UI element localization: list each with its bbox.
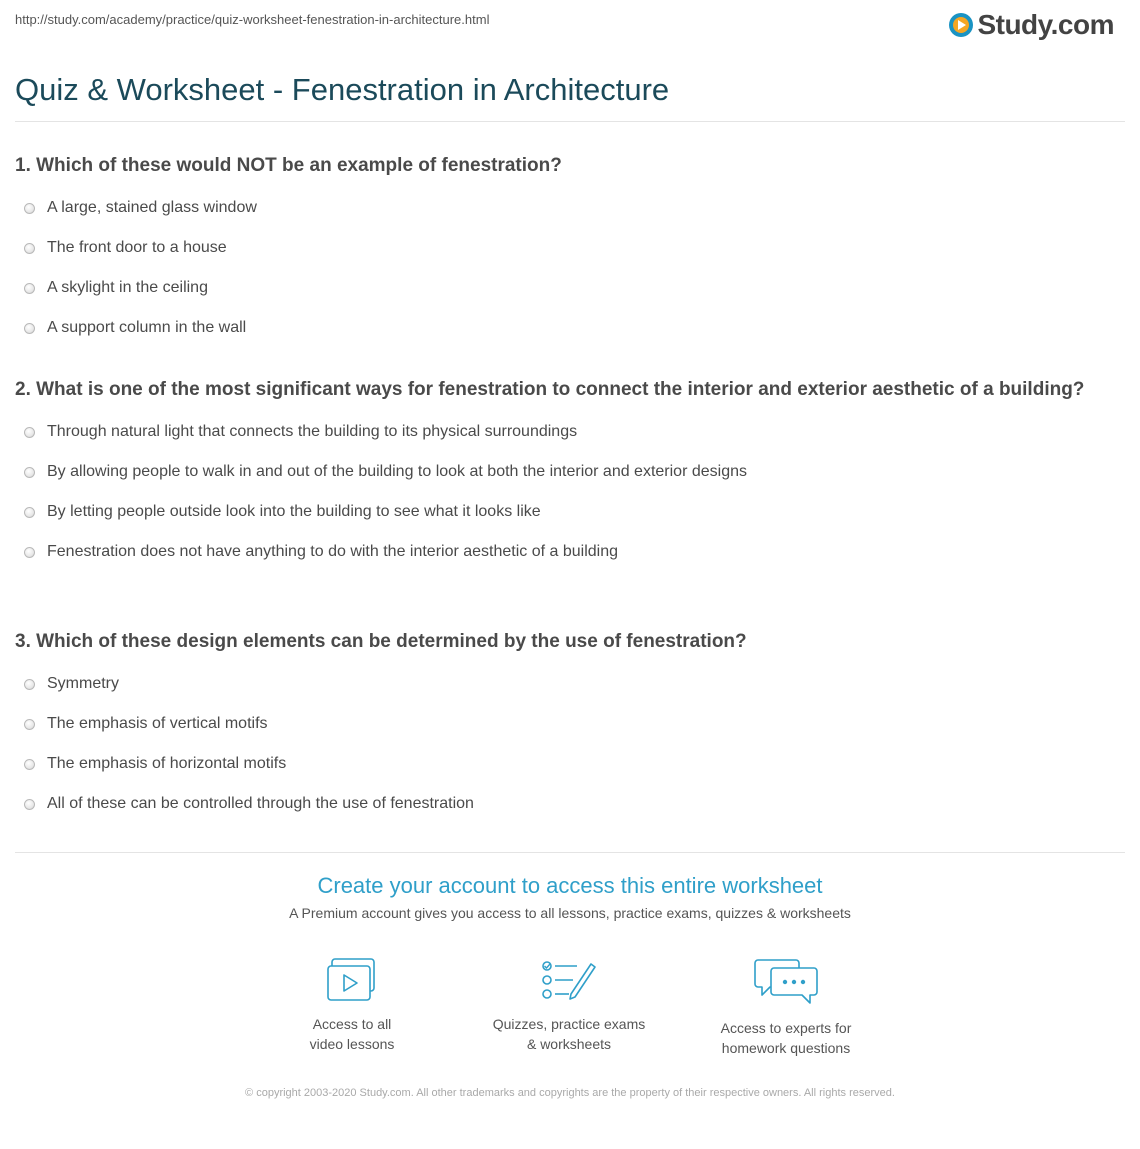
answer-label: The front door to a house bbox=[47, 239, 227, 256]
chat-bubbles-icon bbox=[754, 958, 818, 1006]
logo-text: Study.com bbox=[977, 9, 1114, 40]
radio-button-icon[interactable] bbox=[24, 283, 35, 294]
answer-label: Fenestration does not have anything to do with the interior aesthetic of a building bbox=[47, 543, 619, 560]
answer-label: The emphasis of vertical motifs bbox=[47, 715, 268, 732]
answer-option[interactable] bbox=[15, 492, 1125, 532]
feature-label-line1: Access to all bbox=[312, 1016, 392, 1032]
radio-button-icon[interactable] bbox=[24, 679, 35, 690]
answer-label: By letting people outside look into the building to see what it looks like bbox=[47, 503, 541, 520]
answer-option[interactable] bbox=[15, 228, 1125, 268]
play-logo-icon bbox=[949, 13, 973, 37]
feature-label bbox=[469, 1014, 669, 1054]
question-2 bbox=[15, 376, 1125, 572]
answer-option[interactable] bbox=[15, 268, 1125, 308]
quiz-checklist-icon bbox=[541, 958, 597, 1002]
feature-label-line1: Quizzes, practice exams bbox=[492, 1016, 646, 1032]
answer-option[interactable] bbox=[15, 412, 1125, 452]
page-url[interactable]: http://study.com/academy/practice/quiz-worksheet-fenestration-in-architecture.html bbox=[15, 12, 490, 27]
question-1 bbox=[15, 152, 1125, 348]
answer-list bbox=[15, 664, 1125, 824]
copyright-text: © copyright 2003-2020 Study.com. All other trademarks and copyrights are the property of their respective owners. All rights reserved. bbox=[245, 1087, 895, 1099]
answer-option[interactable] bbox=[15, 308, 1125, 348]
radio-button-icon[interactable] bbox=[24, 547, 35, 558]
radio-button-icon[interactable] bbox=[24, 799, 35, 810]
answer-list bbox=[15, 188, 1125, 348]
answer-list bbox=[15, 412, 1125, 572]
answer-label: A support column in the wall bbox=[47, 319, 247, 336]
feature-label-line2: & worksheets bbox=[526, 1036, 612, 1052]
question-text: 1. Which of these would NOT be an example of fenestration? bbox=[15, 155, 562, 176]
radio-button-icon[interactable] bbox=[24, 427, 35, 438]
answer-option[interactable] bbox=[15, 664, 1125, 704]
answer-option[interactable] bbox=[15, 784, 1125, 824]
study-logo[interactable] bbox=[949, 8, 1114, 42]
video-lesson-icon bbox=[326, 958, 378, 1002]
cta-subtitle: A Premium account gives you access to all lessons, practice exams, quizzes & worksheets bbox=[289, 905, 851, 921]
feature-label bbox=[252, 1014, 452, 1054]
answer-option[interactable] bbox=[15, 532, 1125, 572]
answer-label: The emphasis of horizontal motifs bbox=[47, 755, 287, 772]
answer-label: All of these can be controlled through the use of fenestration bbox=[47, 795, 474, 812]
answer-label: Through natural light that connects the building to its physical surroundings bbox=[47, 423, 578, 440]
top-divider bbox=[15, 121, 1125, 122]
radio-button-icon[interactable] bbox=[24, 203, 35, 214]
answer-label: A large, stained glass window bbox=[47, 199, 257, 216]
feature-label-line2: homework questions bbox=[721, 1040, 851, 1056]
radio-button-icon[interactable] bbox=[24, 759, 35, 770]
answer-option[interactable] bbox=[15, 744, 1125, 784]
feature-quizzes bbox=[469, 958, 669, 1054]
answer-label: By allowing people to walk in and out of the building to look at both the interior and exterior designs bbox=[47, 463, 747, 480]
answer-label: Symmetry bbox=[47, 675, 119, 692]
radio-button-icon[interactable] bbox=[24, 719, 35, 730]
answer-option[interactable] bbox=[15, 188, 1125, 228]
question-text: 2. What is one of the most significant ways for fenestration to connect the interior and exterior aesthetic of a building? bbox=[15, 379, 1085, 400]
radio-button-icon[interactable] bbox=[24, 323, 35, 334]
answer-option[interactable] bbox=[15, 452, 1125, 492]
answer-option[interactable] bbox=[15, 704, 1125, 744]
answer-label: A skylight in the ceiling bbox=[47, 279, 208, 296]
feature-experts bbox=[686, 958, 886, 1058]
bottom-divider bbox=[15, 852, 1125, 853]
page-title: Quiz & Worksheet - Fenestration in Architecture bbox=[15, 72, 670, 107]
question-text: 3. Which of these design elements can be determined by the use of fenestration? bbox=[15, 631, 747, 652]
feature-label-line2: video lessons bbox=[309, 1036, 395, 1052]
feature-label bbox=[686, 1018, 886, 1058]
question-3 bbox=[15, 628, 1125, 824]
radio-button-icon[interactable] bbox=[24, 243, 35, 254]
feature-label-line1: Access to experts for bbox=[720, 1020, 852, 1036]
feature-video-lessons bbox=[252, 958, 452, 1054]
radio-button-icon[interactable] bbox=[24, 467, 35, 478]
radio-button-icon[interactable] bbox=[24, 507, 35, 518]
header-bar bbox=[0, 0, 1140, 50]
cta-title[interactable]: Create your account to access this entire worksheet bbox=[317, 873, 823, 898]
